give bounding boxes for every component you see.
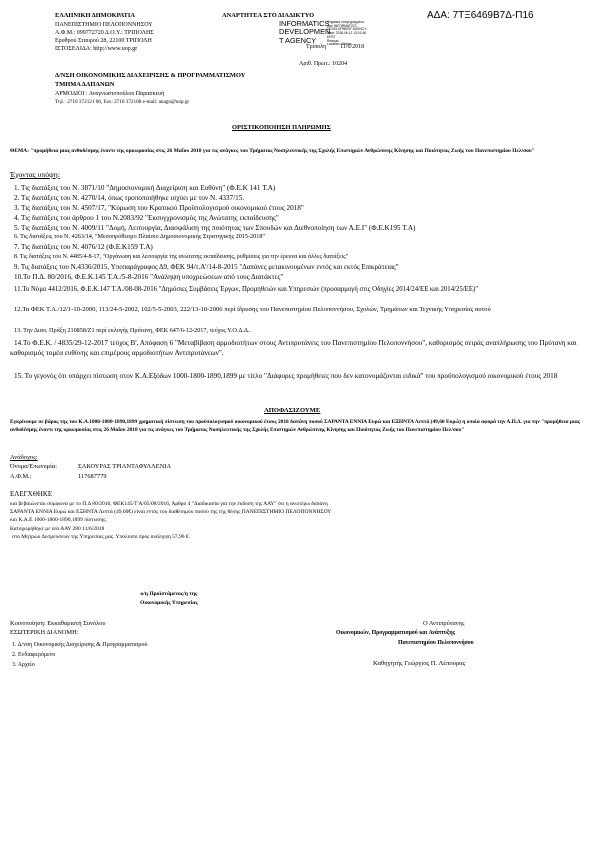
- checked-text: και βεβαιώνεται σύμφωνα με το Π.Δ 80/2016, ΦΕΚ145/Τ'Α/05/08/2016, Άρθρο 4 "Διαδικασία για την έκδοση της ΑΑΥ" ότι η ανωτέρω δαπάνη ΣΑΡΑΝΤΑ ΕΝΝΙΑ Ευρώ και ΕΞΗΝΤΑ Λεπτά (49,60€) είναι εντός του διαθέσιμου ποσού της της θέσης ΠΑΝΕΠΙΣΤΗΜΙΟ ΠΕΛΟΠΟΝΝΗΣΟΥ και Κ.Α.Ε 1000-1800-1890,1899 πίστωσης. Καταχωρήθηκε με α/α ΑΑΥ 280 11/6/2018 στο Μητρώο Δεσμεύσεων της Υπηρεσίας μας. Υπόλοιπο προς ανάληψη 57,96 €.: [10, 501, 332, 540]
- list-item: 4. Τις διατάξεις του άρθρου 1 του Ν.2083/92 "Εκσυγχρονισμός της Ανώτατης εκπαίδευσης": [14, 213, 279, 222]
- signer-institution: Πανεπιστημίου Πελοποννήσου: [398, 640, 474, 646]
- list-item: 10.Το Π.Δ. 80/2016, Φ.Ε.Κ.145 Τ.Α./5-8-2016 "Ανάληψη υποχρεώσεων από τους Διατάκτες": [14, 273, 284, 282]
- org-line-2: ΠΑΝΕΠΙΣΤΗΜΙΟ ΠΕΛΟΠΟΝΝΗΣΟΥ: [55, 22, 153, 28]
- org-address: Ερυθρού Σταυρού 28, 22100 ΤΡΙΠΟΛΗ: [55, 38, 152, 44]
- decision-heading: ΑΠΟΦΑΣΙΖΟΥΜΕ: [264, 407, 321, 414]
- subject-line: ΘΕΜΑ: "προμήθεια μιας ανθοδέσμης έναντι της ορκωμοσίας στις 26 Μαΐου 2018 για τις ανάγκες του Τμήματος Νοσηλευτικής της Σχολής Επιστημών Ανθρώπινης Κίνησης και Ποιότητας Ζωής του Πανεπιστημίου Πελ/σου": [10, 148, 535, 154]
- list-item: 13. Την Διαπ. Πράξη 210858/Ζ1 περί εκλογής Πρύτανη, ΦΕΚ 647/6-12-2017, τεύχος Υ.Ο.Δ.Δ..: [14, 327, 252, 334]
- list-item: 1. Δ/νση Οικονομικής Διαχείρισης & Προγραμματισμού: [12, 642, 148, 648]
- document-date: 11/6/2018: [340, 44, 365, 50]
- list-item: 6. Τις διατάξεις του Ν. 4263/14, "Μεσοπρόθεσμο Πλαίσιο Δημοσιονομικής Στρατηγικής 2015-2018": [14, 233, 265, 241]
- list-item: 2. Ενδιαφερόμενο: [12, 652, 56, 658]
- list-item: 11.Το Νόμο 4412/2016, Φ.Ε.Κ.147 Τ.Α./08-08-2016 "Δημόσιες Συμβάσεις Έργων, Προμηθειών και Υπηρεσιών (προσαρμογή στις Οδηγίες 2014/24/ΕΕ και 2014/25/ΕΕ)": [14, 286, 479, 293]
- protocol-number: Αριθ. Πρωτ.: 10204: [299, 61, 348, 67]
- list-item: 14.Το Φ.Ε.Κ. / 4835/29-12-2017 τεύχος Β', Απόφαση 6 "Μεταβίβαση αρμοδιοτήτων στους Αντιπρυτάνεις του Πανεπιστημίου Πελοποννήσου", καθορισμός σειράς αναπλήρωσης του Πρύτανη και καθορισμός τομέα ευθύνης και επιμέρους αρμοδιοτήτων Αντιπρυτάνεων".: [10, 339, 577, 357]
- considerations-list: [10, 185, 585, 284]
- anartitea-label: ΑΝΑΡΤΗΤΕΑ ΣΤΟ ΔΙΑΔΙΚΤΥΟ: [222, 12, 315, 19]
- list-item: 15. Το γεγονός ότι υπάρχει πίστωση στον Κ.Α.Εξόδων 1000-1800-1890,1899 με τίτλο "Διάφορες προμήθειες που δεν κατονομάζονται ειδικά" του προϋπολογισμού οικονομικού έτους 2018: [14, 372, 558, 380]
- org-website: ΙΣΤΟΣΕΛΙΔΑ: http://www.uop.gr: [55, 46, 138, 52]
- department-name: ΤΜΗΜΑ ΔΑΠΑΝΩΝ: [55, 81, 115, 88]
- ada-code: ΑΔΑ: 7ΤΞ6469Β7Δ-Π16: [427, 10, 534, 21]
- contractor-name: ΣΑΚΟΥΡΑΣ ΤΡΙΑΝΤΑΦΥΛΛΕΝΙΑ: [78, 463, 172, 470]
- list-item: 9. Τις διατάξεις του Ν.4336/2015, Υποπαράγραφος Δ9, ΦΕΚ 94/τ.Α'/14-8-2015 "Δαπάνες μετακινουμένων εντός και εκτός Επικράτειας": [14, 263, 399, 272]
- list-item: 3. Τις διατάξεις του Ν. 4507/17, "Κύρωση του Κρατικού Προϋπολογισμού οικονομικού έτους 2018": [14, 203, 304, 212]
- list-item: 1. Τις διατάξεις του Ν. 3871/10 "Δημοσιονομική Διαχείριση και Ευθύνη" (Φ.Ε.Κ 141 Τ.Α): [14, 184, 276, 192]
- signer-name: Καθηγητής Γεώργιος Π. Λέπουρας: [373, 660, 466, 667]
- division-name: Δ/ΝΣΗ ΟΙΚΟΝΟΜΙΚΗΣ ΔΙΑΧΕΙΡΙΣΗΣ & ΠΡΟΓΡΑΜΜΑΤΙΣΜΟΥ: [55, 72, 246, 79]
- org-afm: Α.Φ.Μ.: 099772720 Δ.Ο.Υ.: ΤΡΙΠΟΛΗΣ: [55, 30, 154, 36]
- contractor-heading: Ανάδοχος:: [10, 454, 38, 461]
- notification-line: Κοινοποίηση: Εκκαθαριστή Συνόλου: [10, 620, 106, 627]
- signer-role: Οικονομικών, Προγραμματισμού και Ανάπτυξης: [336, 630, 456, 636]
- signer-title: Ο Αντιπρύτανης: [423, 620, 465, 627]
- list-item: 12.Τα ΦΕΚ Τ.Α./12/1-10-2000, 113/24-5-2002, 102/5-5-2003, 222/13-10-2006 περί ίδρυσης του Πανεπιστημίου Πελοποννήσου, Σχολών, Τμημάτων και Τεχνικής Υπηρεσίας αυτού: [14, 306, 491, 313]
- document-title: ΟΡΙΣΤΙΚΟΠΟΙΗΣΗ ΠΛΗΡΩΜΗΣ: [232, 124, 331, 131]
- decision-text: Εγκρίνουμε σε βάρος της του Κ.Α.1000-1800-1890,1899 χρηματική πίστωση του προϋπολογισμού οικονομικού έτους 2018 δαπάνη ποσού ΣΑΡΑΝΤΑ ΕΝΝΙΑ Ευρώ και ΕΞΗΝΤΑ Λεπτά (49,60 Ευρώ) η οποία αφορά την Α.Π.Δ. για την "προμήθεια μιας ανθοδέσμης έναντι της ορκωμοσίας στις 26 Μαΐου 2018 για τις ανάγκες του Τμήματος Νοσηλευτικής της Σχολής Επιστημών Ανθρώπινης Κίνησης και Ποιότητας Ζωής του Πανεπιστημίου Πελ/σου": [10, 419, 580, 434]
- finance-head-signature: ο/η Προϊστάμενος/η της Οικονομικής Υπηρεσίας: [140, 591, 198, 606]
- list-item: 3. Αρχείο: [12, 662, 35, 668]
- list-item: 8. Τις διατάξεις του Ν. 4485/4-8-17, "Οργάνωση και λειτουργία της ανώτατης εκπαίδευσης, ρυθμίσεις για την έρευνα και άλλες διατάξεις": [14, 254, 349, 261]
- list-item: 7. Τις διατάξεις του Ν. 4076/12 (Φ.Ε.Κ159 Τ.Α): [14, 243, 153, 252]
- checked-heading: ΕΛΕΓΧΘΗΚΕ: [10, 490, 53, 498]
- list-item: 5. Τις διατάξεις του Ν. 4009/11 "Δομή, Λειτουργία, Διασφάλιση της ποιότητας των Σπουδών και Διεθνοποίηση των Α.Ε.Ι" (Φ.Ε.Κ195 Τ.Α): [14, 223, 416, 232]
- list-item: 2. Τις διατάξεις του Ν. 4270/14, όπως τροποποιήθηκε ισχύει με τον Ν. 4337/15.: [14, 193, 245, 202]
- contractor-afm: 117687779: [78, 473, 107, 480]
- digital-signature-details: Ψηφιακά υπογεγραμμένο από INFORMATICS DEVELOPMENT AGENCY Date: 2018.06.12 13:01:46 EEST Reason: Location: Athens: [327, 20, 367, 47]
- contractor-name-label: Όνομα/Επωνυμία:: [10, 463, 57, 470]
- place-label: Τρίπολη: [306, 44, 327, 50]
- internal-distribution-list: [12, 640, 147, 670]
- digital-signature-name: INFORMATICS DEVELOPMEN T AGENCY: [279, 19, 331, 45]
- internal-distribution-heading: ΕΣΩΤΕΡΙΚΗ ΔΙΑΝΟΜΗ:: [10, 629, 79, 636]
- responsible-person: ΑΡΜΟΔΙΟΙ : Αναγνωστοπούλου Παρασκευή: [55, 91, 165, 97]
- org-line-1: ΕΛΛΗΝΙΚΗ ΔΗΜΟΚΡΑΤΙΑ: [55, 12, 135, 19]
- considerations-heading: Έχοντας υπόψη:: [10, 170, 60, 179]
- contractor-afm-label: Α.Φ.Μ.:: [10, 473, 32, 480]
- contact-info: Τηλ.: 2710 372121 06, Fax: 2710 372108 e-mail: anagn@uop.gr: [55, 99, 190, 105]
